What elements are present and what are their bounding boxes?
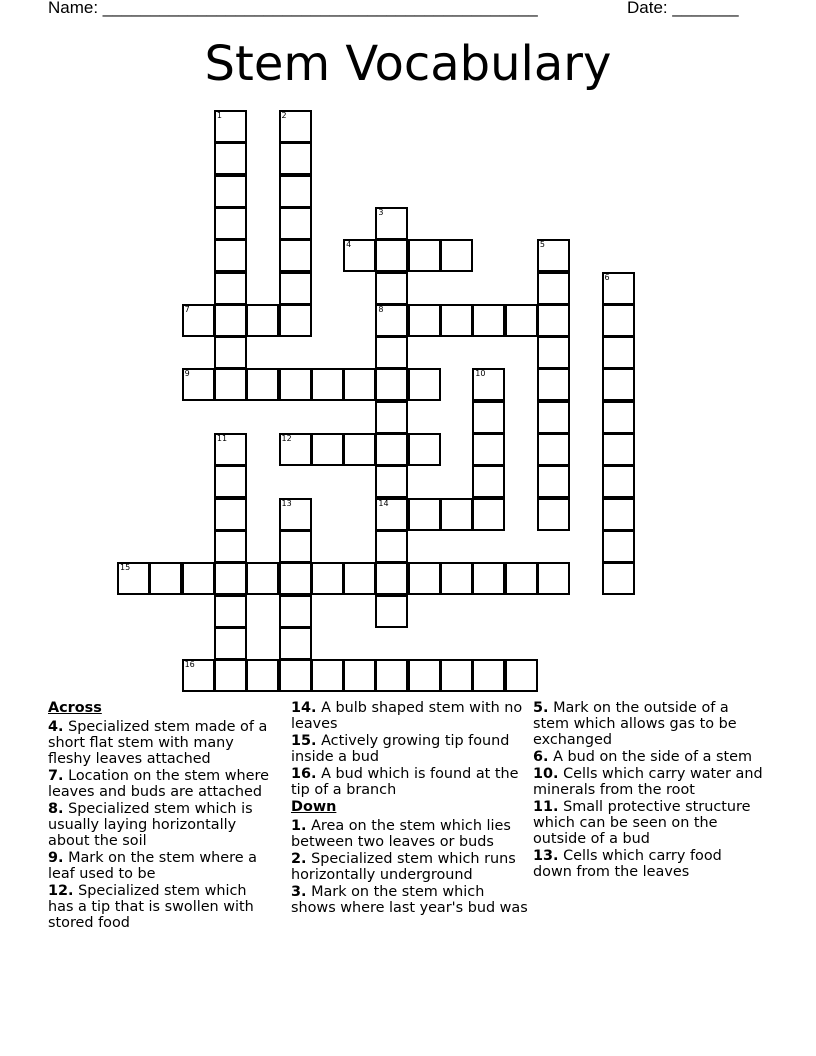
crossword-cell[interactable] [602, 498, 635, 531]
crossword-cell[interactable] [214, 595, 247, 628]
crossword-cell[interactable] [602, 272, 635, 305]
crossword-cell[interactable] [117, 562, 150, 595]
crossword-cell[interactable] [408, 498, 441, 531]
crossword-cell[interactable] [375, 239, 408, 272]
crossword-cell[interactable] [214, 659, 247, 692]
crossword-cell[interactable] [149, 562, 182, 595]
clue-across-9: 9. Mark on the stem where a leaf used to be [48, 850, 257, 882]
crossword-cell[interactable] [505, 659, 538, 692]
crossword-cell[interactable] [279, 433, 312, 466]
crossword-cell[interactable] [214, 627, 247, 660]
crossword-cell[interactable] [279, 659, 312, 692]
page-title: Stem Vocabulary [204, 36, 612, 92]
crossword-cell[interactable] [311, 562, 344, 595]
crossword-cell[interactable] [311, 659, 344, 692]
crossword-cell[interactable] [246, 368, 279, 401]
crossword-cell[interactable] [279, 595, 312, 628]
clue-number: 5 [539, 240, 545, 250]
crossword-cell[interactable] [375, 465, 408, 498]
crossword-cell[interactable] [375, 304, 408, 337]
crossword-cell[interactable] [472, 465, 505, 498]
down-heading: Down [291, 799, 337, 815]
crossword-cell[interactable] [214, 336, 247, 369]
crossword-cell[interactable] [214, 433, 247, 466]
clue-down-10: 10. Cells which carry water and minerals from the root [533, 766, 763, 798]
crossword-cell[interactable] [602, 433, 635, 466]
crossword-cell[interactable] [537, 562, 570, 595]
crossword-cell[interactable] [279, 627, 312, 660]
crossword-cell[interactable] [279, 368, 312, 401]
crossword-cell[interactable] [537, 336, 570, 369]
crossword-cell[interactable] [214, 110, 247, 143]
crossword-cell[interactable] [343, 433, 376, 466]
clue-number: 7 [184, 304, 190, 314]
crossword-cell[interactable] [279, 530, 312, 563]
clue-across-16: 16. A bud which is found at the tip of a branch [291, 766, 519, 798]
crossword-cell[interactable] [375, 659, 408, 692]
clue-down-1: 1. Area on the stem which lies between two leaves or buds [291, 818, 511, 850]
crossword-cell[interactable] [214, 142, 247, 175]
crossword-cell[interactable] [279, 239, 312, 272]
crossword-cell[interactable] [214, 562, 247, 595]
crossword-cell[interactable] [472, 659, 505, 692]
crossword-cell[interactable] [408, 562, 441, 595]
crossword-cell[interactable] [343, 659, 376, 692]
crossword-cell[interactable] [279, 142, 312, 175]
crossword-cell[interactable] [375, 562, 408, 595]
crossword-cell[interactable] [602, 465, 635, 498]
clue-number: 10 [475, 369, 486, 379]
crossword-cell[interactable] [246, 562, 279, 595]
clue-number: 1 [216, 111, 222, 120]
crossword-cell[interactable] [279, 562, 312, 595]
name-field-label: Name: ______________________________________________ [48, 0, 538, 17]
clue-down-6: 6. A bud on the side of a stem [533, 749, 753, 765]
crossword-cell[interactable] [537, 368, 570, 401]
clue-across-7: 7. Location on the stem where leaves and buds are attached [48, 768, 269, 800]
crossword-cell[interactable] [375, 433, 408, 466]
clue-number: 15 [120, 563, 131, 573]
crossword-cell[interactable] [375, 336, 408, 369]
crossword-cell[interactable] [602, 368, 635, 401]
crossword-cell[interactable] [602, 530, 635, 563]
crossword-cell[interactable] [214, 368, 247, 401]
crossword-cell[interactable] [505, 562, 538, 595]
clue-across-15: 15. Actively growing tip found inside a bud [291, 733, 510, 765]
crossword-cell[interactable] [537, 239, 570, 272]
crossword-cell[interactable] [375, 207, 408, 240]
clue-number: 16 [184, 660, 195, 670]
clue-number: 6 [604, 272, 610, 282]
clue-down-13: 13. Cells which carry food down from the leaves [533, 848, 722, 880]
clue-number: 8 [378, 304, 384, 314]
crossword-cell[interactable] [408, 659, 441, 692]
crossword-cell[interactable] [505, 304, 538, 337]
crossword-cell[interactable] [279, 304, 312, 337]
clue-down-2: 2. Specialized stem which runs horizontally underground [291, 851, 516, 883]
clue-across-8: 8. Specialized stem which is usually laying horizontally about the soil [48, 801, 253, 849]
crossword-cell[interactable] [246, 659, 279, 692]
clue-number: 4 [346, 240, 352, 250]
clue-number: 9 [184, 369, 190, 379]
crossword-cell[interactable] [246, 304, 279, 337]
crossword-cell[interactable] [279, 272, 312, 305]
crossword-cell[interactable] [279, 175, 312, 208]
crossword-cell[interactable] [537, 304, 570, 337]
crossword-cell[interactable] [214, 498, 247, 531]
crossword-cell[interactable] [472, 368, 505, 401]
crossword-cell[interactable] [472, 433, 505, 466]
crossword-cell[interactable] [182, 659, 215, 692]
crossword-cell[interactable] [375, 368, 408, 401]
clues-column-1 [48, 700, 276, 932]
crossword-cell[interactable] [440, 562, 473, 595]
clue-number: 2 [281, 111, 287, 120]
clue-down-11: 11. Small protective structure which can be seen on the outside of a bud [533, 799, 751, 847]
crossword-cell[interactable] [343, 562, 376, 595]
crossword-cell[interactable] [537, 433, 570, 466]
crossword-cell[interactable] [472, 498, 505, 531]
clue-across-4: 4. Specialized stem made of a short flat stem with many fleshy leaves attached [48, 719, 268, 767]
crossword-cell[interactable] [214, 175, 247, 208]
crossword-cell[interactable] [214, 304, 247, 337]
crossword-cell[interactable] [440, 239, 473, 272]
crossword-cell[interactable] [537, 272, 570, 305]
crossword-cell[interactable] [375, 530, 408, 563]
clue-across-14: 14. A bulb shaped stem with no leaves [291, 700, 523, 732]
clues-column-3 [533, 700, 763, 881]
crossword-cell[interactable] [537, 498, 570, 531]
crossword-cell[interactable] [537, 465, 570, 498]
crossword-cell[interactable] [279, 498, 312, 531]
crossword-cell[interactable] [408, 368, 441, 401]
crossword-cell[interactable] [214, 239, 247, 272]
crossword-cell[interactable] [440, 659, 473, 692]
clue-number: 14 [378, 498, 389, 508]
crossword-cell[interactable] [214, 272, 247, 305]
crossword-cell[interactable] [537, 401, 570, 434]
crossword-cell[interactable] [214, 465, 247, 498]
crossword-cell[interactable] [440, 498, 473, 531]
clue-across-12: 12. Specialized stem which has a tip that is swollen with stored food [48, 883, 254, 931]
clue-number: 11 [216, 434, 228, 443]
crossword-cell[interactable] [279, 110, 312, 143]
crossword-cell[interactable] [214, 207, 247, 240]
crossword-cell[interactable] [408, 304, 441, 337]
crossword-cell[interactable] [311, 368, 344, 401]
clues-column-2 [291, 700, 531, 917]
clue-number: 13 [281, 498, 292, 508]
clue-down-3: 3. Mark on the stem which shows where last year's bud was [291, 884, 528, 916]
clue-number: 3 [378, 207, 384, 217]
crossword-cell[interactable] [602, 336, 635, 369]
crossword-cell[interactable] [602, 562, 635, 595]
crossword-cell[interactable] [472, 304, 505, 337]
crossword-cell[interactable] [375, 498, 408, 531]
crossword-cell[interactable] [472, 562, 505, 595]
crossword-cell[interactable] [602, 401, 635, 434]
crossword-cell[interactable] [440, 304, 473, 337]
crossword-cell[interactable] [375, 595, 408, 628]
date-field-label: Date: _______ [627, 0, 739, 17]
crossword-cell[interactable] [182, 304, 215, 337]
crossword-cell[interactable] [408, 239, 441, 272]
crossword-cell[interactable] [182, 562, 215, 595]
crossword-cell[interactable] [182, 368, 215, 401]
crossword-cell[interactable] [343, 239, 376, 272]
crossword-cell[interactable] [311, 433, 344, 466]
crossword-cell[interactable] [343, 368, 376, 401]
crossword-cell[interactable] [375, 272, 408, 305]
crossword-cell[interactable] [279, 207, 312, 240]
clue-down-5: 5. Mark on the outside of a stem which allows gas to be exchanged [533, 700, 737, 748]
across-heading: Across [48, 700, 102, 716]
clue-number: 12 [281, 434, 292, 443]
crossword-cell[interactable] [375, 401, 408, 434]
crossword-cell[interactable] [408, 433, 441, 466]
crossword-cell[interactable] [214, 530, 247, 563]
crossword-cell[interactable] [602, 304, 635, 337]
crossword-cell[interactable] [472, 401, 505, 434]
